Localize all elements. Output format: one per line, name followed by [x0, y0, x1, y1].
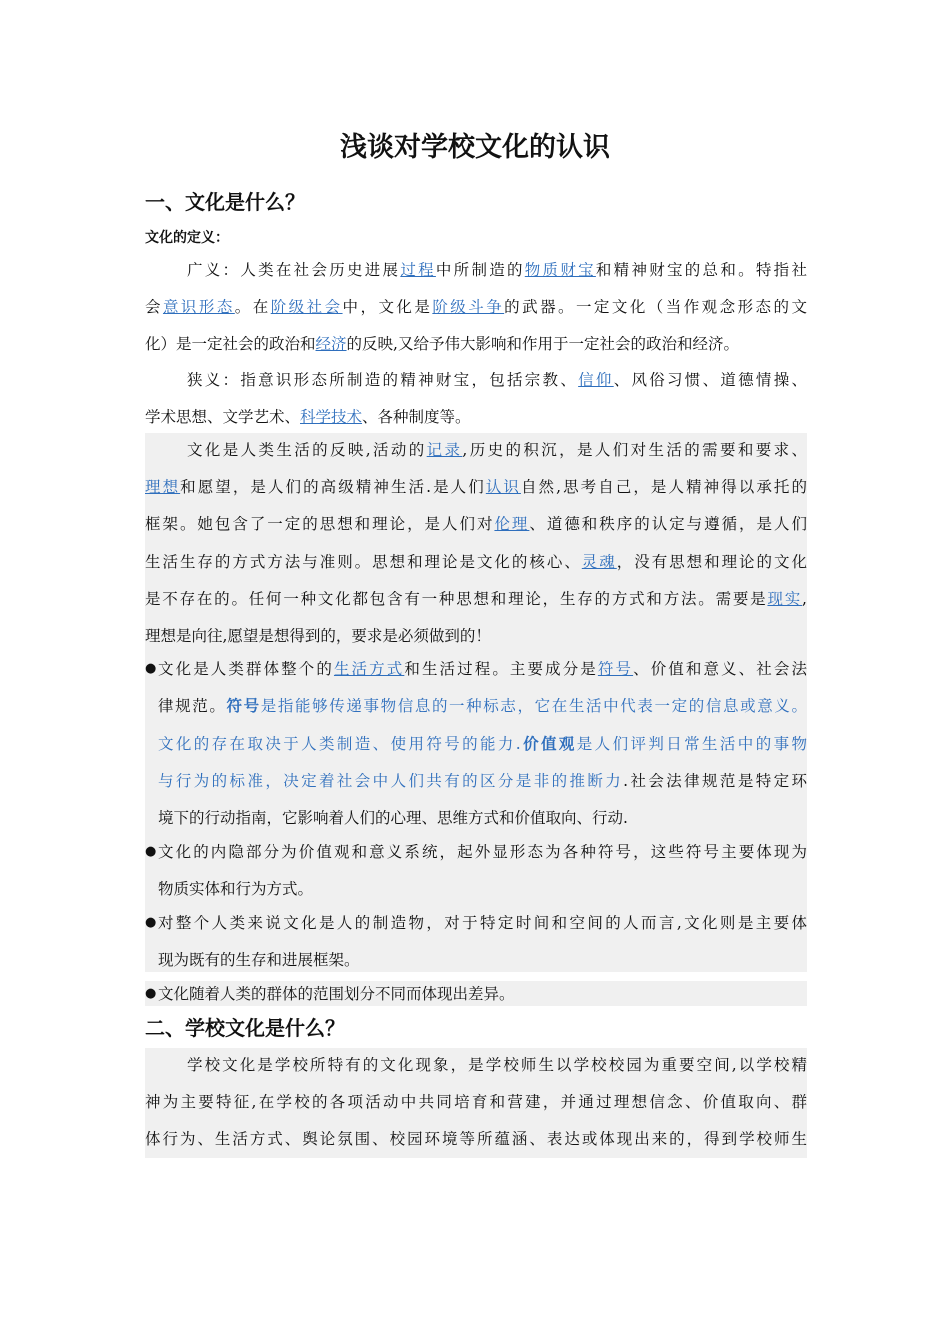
link-cognition[interactable]: 认识: [485, 478, 521, 496]
broad-definition-line-2: 会意识形态。在阶级社会中，文化是阶级斗争的武器。一定文化（当作观念形态的文: [145, 298, 807, 316]
bullet-3-line-2: 现为既有的生存和进展框架。: [158, 951, 360, 969]
bullet-dot-4: ●: [145, 986, 157, 1001]
link-reality[interactable]: 现实: [767, 590, 803, 608]
bullet-dot-3: ●: [145, 915, 157, 930]
bullet-3-line-1: 对整个人类来说文化是人的制造物，对于特定时间和空间的人而言,文化则是主要体: [158, 914, 807, 932]
document-title: 浅谈对学校文化的认识: [340, 132, 610, 163]
paragraph-line-6: 理想是向往,愿望是想得到的，要求是必须做到的！: [145, 627, 491, 645]
bullet-1-line-2: 律规范。符号是指能够传递事物信息的一种标志，它在生活中代表一定的信息或意义。: [158, 697, 807, 715]
link-process[interactable]: 过程: [400, 261, 436, 279]
bullet-4-line-1: 文化随着人类的群体的范围划分不同而体现出差异。: [158, 985, 515, 1003]
link-symbol[interactable]: 符号: [597, 660, 634, 678]
link-science-technology[interactable]: 科学技术: [300, 408, 363, 426]
section2-line-2: 神为主要特征,在学校的各项活动中共同培育和营建，并通过理想信念、价值取向、群: [145, 1093, 807, 1111]
bullet-dot-1: ●: [145, 661, 157, 676]
section2-line-1: 学校文化是学校所特有的文化现象，是学校师生以学校校园为重要空间,以学校精: [187, 1056, 807, 1074]
link-class-society[interactable]: 阶级社会: [270, 298, 343, 316]
link-economy[interactable]: 经济: [315, 335, 347, 353]
bullet-1-line-1: 文化是人类群体整个的生活方式和生活过程。主要成分是符号、价值和意义、社会法: [158, 660, 807, 678]
paragraph-line-1: 文化是人类生活的反映,活动的记录,历史的积沉，是人们对生活的需要和要求、: [187, 441, 807, 459]
bullet-2-line-2: 物质实体和行为方式。: [158, 880, 314, 898]
narrow-definition-line-2: 学术思想、文学艺术、科学技术、各种制度等。: [145, 408, 471, 426]
broad-definition-line-1: 广义：人类在社会历史进展过程中所制造的物质财宝和精神财宝的总和。特指社: [187, 261, 807, 279]
link-soul[interactable]: 灵魂: [581, 553, 617, 571]
link-ethics[interactable]: 伦理: [494, 515, 530, 533]
bullet-2-line-1: 文化的内隐部分为价值观和意义系统，起外显形态为各种符号，这些符号主要体现为: [158, 843, 807, 861]
link-ideology[interactable]: 意识形态: [162, 298, 235, 316]
paragraph-line-4: 生活生存的方式方法与准则。思想和理论是文化的核心、灵魂，没有思想和理论的文化: [145, 553, 807, 571]
section1-heading: 一、文化是什么？: [145, 190, 305, 214]
bullet-1-line-4: 与行为的标准，决定着社会中人们共有的区分是非的推断力.社会法律规范是特定环: [158, 772, 807, 790]
definition-label: 文化的定义：: [145, 230, 229, 246]
bullet-dot-2: ●: [145, 844, 157, 859]
paragraph-line-2: 理想和愿望，是人们的高级精神生活.是人们认识自然,思考自己，是人精神得以承托的: [145, 478, 807, 496]
link-lifestyle[interactable]: 生活方式: [333, 660, 405, 678]
link-record[interactable]: 记录: [426, 441, 463, 459]
link-material-wealth[interactable]: 物质财宝: [524, 261, 596, 279]
link-class-struggle[interactable]: 阶级斗争: [432, 298, 505, 316]
paragraph-line-3: 框架。她包含了一定的思想和理论，是人们对伦理、道德和秩序的认定与遵循，是人们: [145, 515, 807, 533]
shaded-block-paragraph: [145, 433, 807, 650]
bullet-1-line-3: 文化的存在取决于人类制造、使用符号的能力.价值观是人们评判日常生活中的事物: [158, 735, 807, 753]
section2-line-3: 体行为、生活方式、舆论氛围、校园环境等所蕴涵、表达或体现出来的，得到学校师生: [145, 1130, 807, 1148]
narrow-definition-line-1: 狭义：指意识形态所制造的精神财宝，包括宗教、信仰、风俗习惯、道德情操、: [187, 371, 807, 389]
link-belief[interactable]: 信仰: [578, 371, 614, 389]
paragraph-line-5: 是不存在的。任何一种文化都包含有一种思想和理论，生存的方式和方法。需要是现实,: [145, 590, 807, 608]
broad-definition-line-3: 化）是一定社会的政治和经济的反映,又给予伟大影响和作用于一定社会的政治和经济。: [145, 335, 739, 353]
section2-heading: 二、学校文化是什么？: [145, 1016, 345, 1040]
link-ideal[interactable]: 理想: [145, 478, 181, 496]
bullet-1-line-5: 境下的行动指南，它影响着人们的心理、思维方式和价值取向、行动.: [158, 809, 628, 827]
